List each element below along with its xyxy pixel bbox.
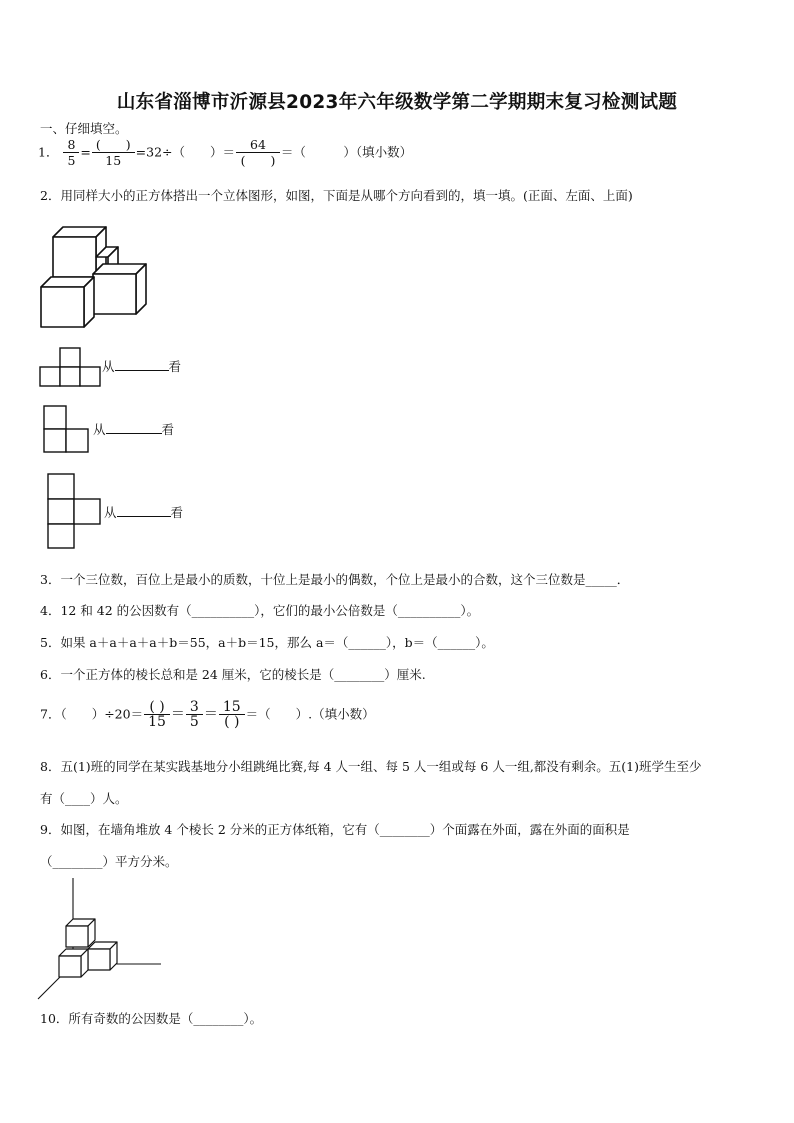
view-label-prefix: 从 [93, 422, 106, 437]
view-3-label [104, 505, 183, 521]
cube-stack-figure [38, 222, 148, 327]
fraction-8-5 [63, 138, 79, 168]
fraction-denominator[interactable]: ( ) [240, 153, 276, 168]
view-shape-3 [46, 472, 102, 550]
question-3: 3．一个三位数，百位上是最小的质数，十位上是最小的偶数，个位上是最小的合数，这个三位数是_____． [40, 572, 630, 587]
fraction-numerator: 8 [63, 138, 79, 153]
fraction-3-5 [186, 700, 203, 730]
fraction-denominator[interactable]: ( ) [224, 714, 240, 730]
fraction-denominator: 5 [189, 714, 199, 730]
fraction-blank-15 [144, 700, 170, 730]
fraction-numerator: 15 [219, 700, 245, 715]
view-label-prefix: 从 [102, 359, 115, 374]
view-label-prefix: 从 [104, 505, 117, 520]
question-7-tail[interactable]: ＝（ ）.（填小数） [245, 706, 375, 722]
question-9-line-1: 9．如图，在墙角堆放 4 个棱长 2 分米的正方体纸箱，它有（________）个面露在外面，露在外面的面积是 [40, 822, 630, 837]
view-2-answer-blank[interactable] [106, 433, 162, 434]
question-8-line-2: 有（____）人。 [40, 791, 128, 806]
question-6: 6．一个正方体的棱长总和是 24 厘米，它的棱长是（________）厘米. [40, 667, 426, 682]
fraction-15-blank [219, 700, 245, 730]
corner-boxes-figure [36, 876, 166, 1002]
view-1-label [102, 359, 181, 375]
view-shape-2 [42, 404, 90, 454]
fraction-numerator[interactable]: ( ) [92, 138, 135, 153]
view-2-label [93, 422, 174, 438]
question-4: 4．12 和 42 的公因数有（__________），它们的最小公倍数是（__________）。 [40, 603, 480, 618]
question-1-number: 1． [38, 144, 59, 160]
view-label-suffix: 看 [168, 359, 182, 374]
question-8-line-1: 8．五(1)班的同学在某实践基地分小组跳绳比赛,每 4 人一组、每 5 人一组或每 6 人一组,都没有剩余。五(1)班学生至少 [40, 759, 702, 774]
question-10: 10．所有奇数的公因数是（________）。 [40, 1011, 263, 1026]
fraction-denominator: 15 [105, 153, 122, 168]
equals-sign: ＝ [203, 706, 218, 723]
fraction-64-blank [236, 138, 280, 168]
equals-sign: ＝ [170, 706, 185, 723]
fraction-denominator: 5 [67, 153, 76, 168]
section-heading: 一、仔细填空。 [40, 121, 128, 136]
question-1 [38, 138, 412, 168]
question-7-head[interactable]: 7．（ ）÷20＝ [40, 706, 144, 722]
equals-sign: = [80, 144, 91, 160]
view-1-answer-blank[interactable] [115, 370, 169, 371]
question-1-middle[interactable]: =32÷（ ）＝ [135, 144, 235, 160]
fraction-numerator: 64 [236, 138, 280, 153]
fraction-denominator: 15 [148, 714, 166, 730]
view-shape-1 [40, 346, 100, 388]
page-title: 山东省淄博市沂源县2023年六年级数学第二学期期末复习检测试题 [116, 92, 678, 113]
fraction-blank-15 [92, 138, 135, 168]
view-label-suffix: 看 [170, 505, 184, 520]
question-7 [40, 700, 375, 730]
question-1-tail[interactable]: ＝（ ）（填小数） [280, 144, 413, 160]
question-9-line-2: （________）平方分米。 [40, 854, 178, 869]
question-5: 5．如果 a＋a＋a＋a＋b＝55，a＋b＝15，那么 a＝（______），b＝（______）。 [40, 635, 494, 650]
fraction-numerator[interactable]: ( ) [144, 700, 170, 715]
view-3-answer-blank[interactable] [117, 516, 171, 517]
view-label-suffix: 看 [161, 422, 175, 437]
fraction-numerator: 3 [186, 700, 203, 715]
question-2: 2．用同样大小的正方体搭出一个立体图形，如图，下面是从哪个方向看到的，填一填。(正面、左面、上面) [40, 188, 633, 203]
